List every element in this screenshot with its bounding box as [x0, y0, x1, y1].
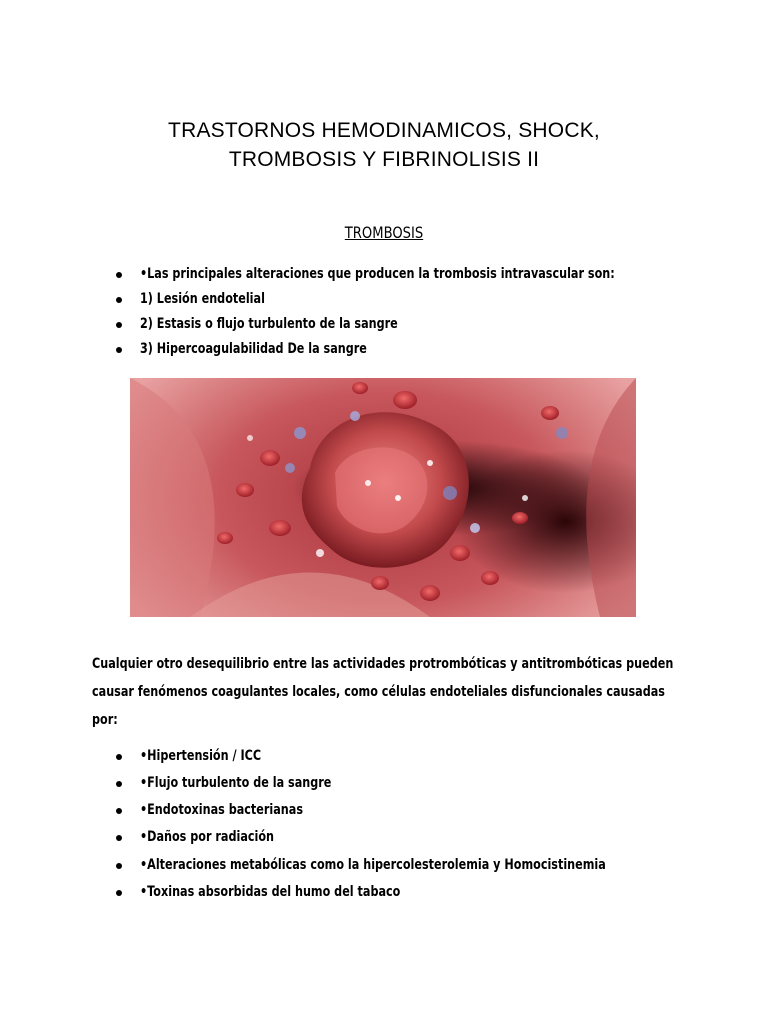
page-title [0, 116, 768, 174]
bullet-dot-icon [116, 272, 122, 278]
bullet-dot-icon [116, 808, 122, 814]
bullet-dot-icon [116, 322, 122, 328]
body-paragraph [92, 650, 674, 734]
list-item-text: •Endotoxinas bacterianas [140, 802, 303, 818]
list-item-text: 2) Estasis o flujo turbulento de la sangre [140, 316, 398, 332]
list-item-text: •Hipertensión / ICC [140, 748, 262, 764]
paragraph-line-3: por: [92, 712, 118, 728]
bullet-dot-icon [116, 297, 122, 303]
list-item-text: •Alteraciones metabólicas como la hipercolesterolemia y Homocistinemia [140, 857, 606, 873]
bullet-dot-icon [116, 835, 122, 841]
list-item-text: •Toxinas absorbidas del humo del tabaco [140, 884, 401, 900]
bullet-dot-icon [116, 781, 122, 787]
list-item-text: •Las principales alteraciones que producen la trombosis intravascular son: [140, 266, 615, 282]
list-item-text: •Flujo turbulento de la sangre [140, 775, 332, 791]
list-item-text: 3) Hipercoagulabilidad De la sangre [140, 341, 367, 357]
title-line-1: TRASTORNOS HEMODINAMICOS, SHOCK, [168, 119, 600, 142]
paragraph-line-1: Cualquier otro desequilibrio entre las actividades protrombóticas y antitrombóticas pueden [92, 656, 674, 672]
thrombus-illustration-svg [130, 378, 636, 617]
bullet-dot-icon [116, 347, 122, 353]
bullet-dot-icon [116, 890, 122, 896]
thrombus-illustration [130, 378, 636, 617]
bullet-dot-icon [116, 863, 122, 869]
section-heading: TROMBOSIS [344, 223, 424, 242]
bullet-dot-icon [116, 754, 122, 760]
list-item-text: 1) Lesión endotelial [140, 291, 265, 307]
paragraph-line-2: causar fenómenos coagulantes locales, como células endoteliales disfuncionales causadas [92, 684, 665, 700]
list-item-text: •Daños por radiación [140, 829, 275, 845]
title-line-2: TROMBOSIS Y FIBRINOLISIS II [228, 148, 540, 171]
